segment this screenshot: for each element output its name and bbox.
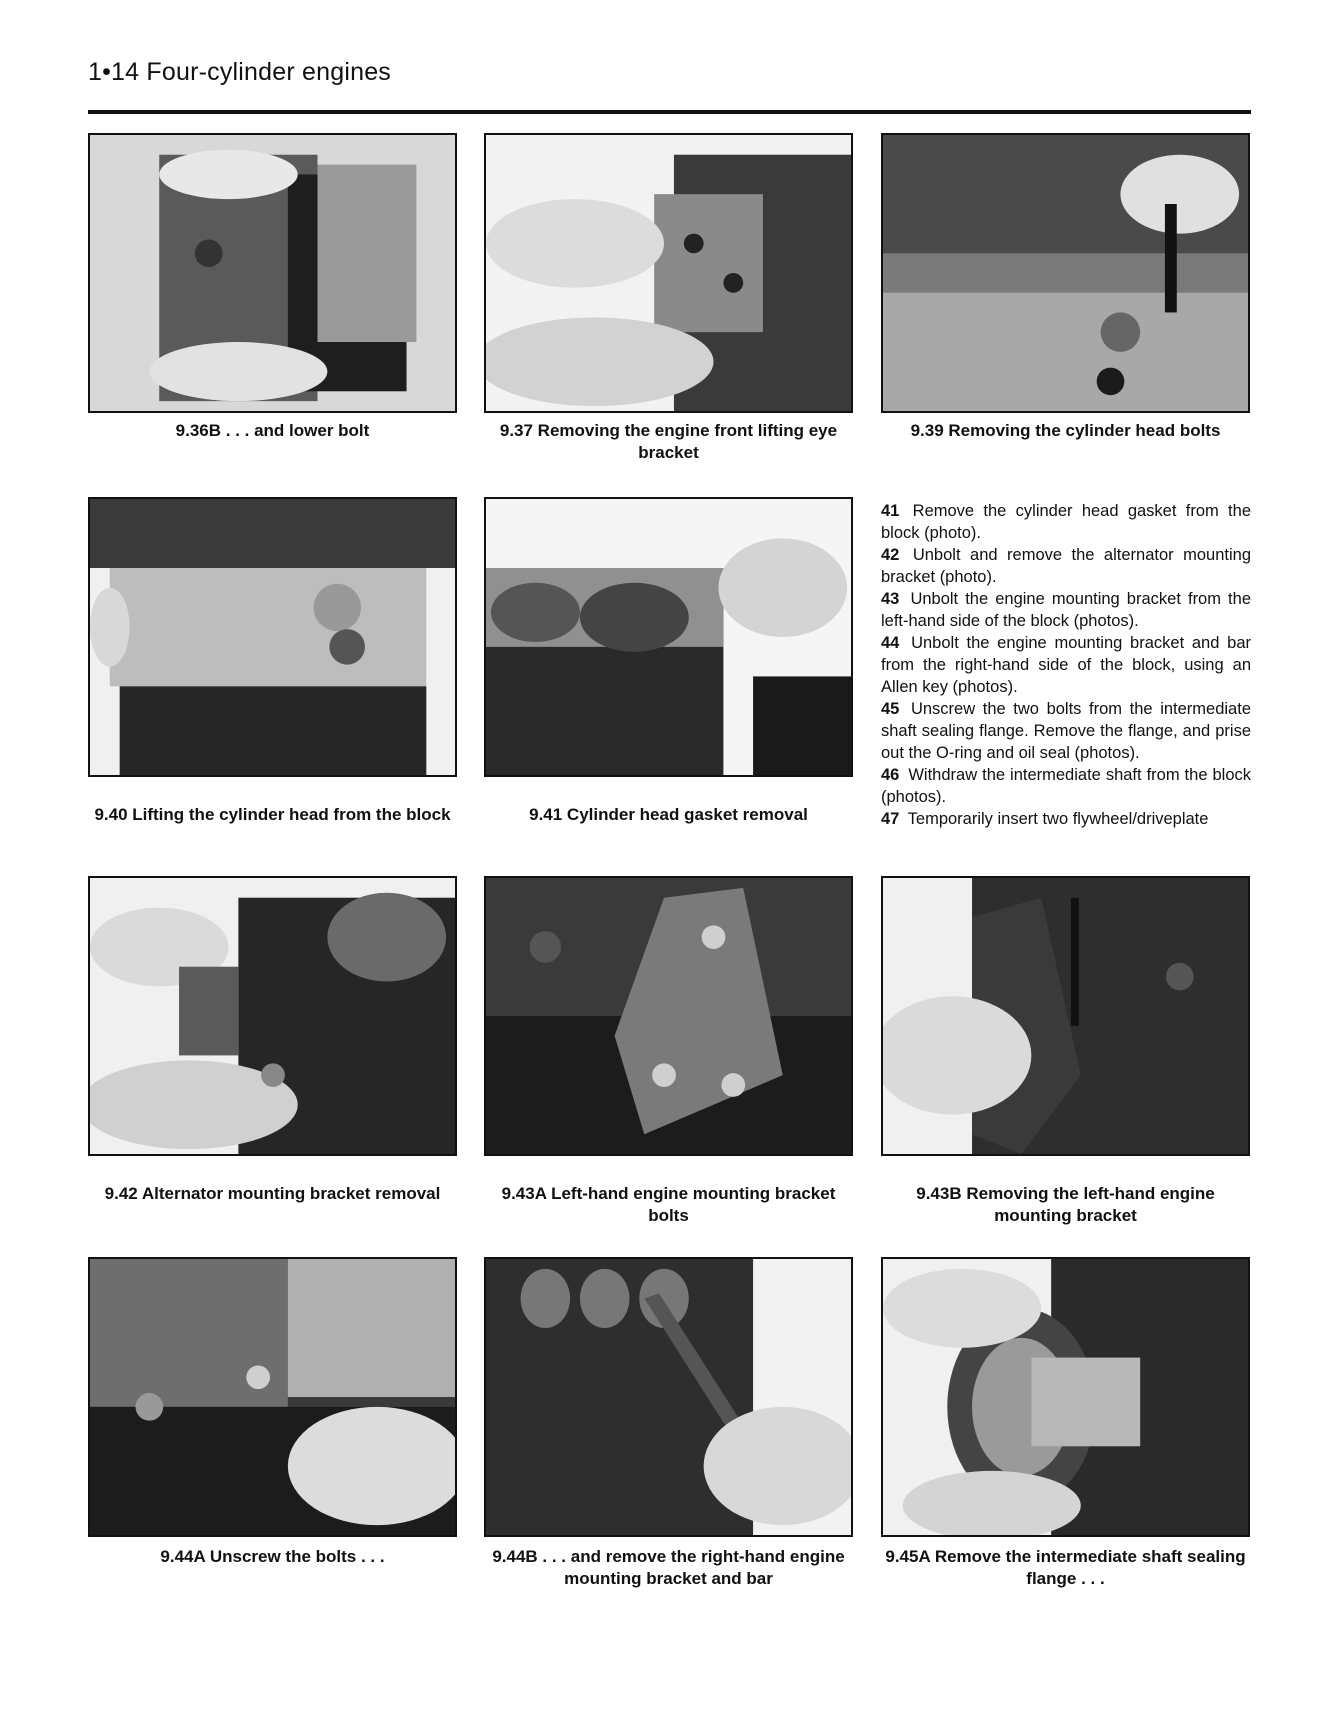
photo-9-41 (484, 497, 853, 777)
paragraph-44: 44 Unbolt the engine mounting bracket and bar from the right-hand side of the block, using an Allen key (photos). (881, 634, 1251, 696)
paragraph-41: 41 Remove the cylinder head gasket from the block (photo). (881, 502, 1251, 542)
photo-9-44a (88, 1257, 457, 1537)
photo-9-42 (88, 876, 457, 1156)
photo-9-39 (881, 133, 1250, 413)
header-rule (88, 110, 1251, 114)
photo-9-43a (484, 876, 853, 1156)
photo-9-43b (881, 876, 1250, 1156)
body-text (881, 500, 1251, 830)
photo-9-37 (484, 133, 853, 413)
paragraph-46: 46 Withdraw the intermediate shaft from the block (photos). (881, 766, 1252, 806)
photo-9-36b (88, 133, 457, 413)
caption-9-36b: 9.36B . . . and lower bolt (175, 421, 370, 440)
photo-9-40 (88, 497, 457, 777)
caption-9-43b: 9.43B Removing the left-hand engine mounting bracket (916, 1184, 1215, 1225)
page-header: 1•14 Four-cylinder engines (88, 58, 392, 86)
paragraph-47: 47 Temporarily insert two flywheel/driveplate (881, 810, 1209, 828)
caption-9-44a: 9.44A Unscrew the bolts . . . (160, 1547, 385, 1566)
caption-9-41: 9.41 Cylinder head gasket removal (529, 805, 808, 824)
paragraph-45: 45 Unscrew the two bolts from the intermediate shaft sealing flange. Remove the flange, and prise out the O-ring and oil seal (photos). (881, 700, 1251, 762)
caption-9-37: 9.37 Removing the engine front lifting eye bracket (499, 421, 838, 462)
paragraph-42: 42 Unbolt and remove the alternator mounting bracket (photo). (881, 546, 1251, 586)
paragraph-43: 43 Unbolt the engine mounting bracket from the left-hand side of the block (photos). (881, 590, 1251, 630)
caption-9-43a: 9.43A Left-hand engine mounting bracket bolts (501, 1184, 836, 1225)
photo-9-45a (881, 1257, 1250, 1537)
caption-9-40: 9.40 Lifting the cylinder head from the block (94, 805, 451, 824)
caption-9-42: 9.42 Alternator mounting bracket removal (104, 1184, 441, 1203)
caption-9-45a: 9.45A Remove the intermediate shaft sealing flange . . . (885, 1547, 1246, 1588)
caption-9-39: 9.39 Removing the cylinder head bolts (910, 421, 1221, 440)
photo-9-44b (484, 1257, 853, 1537)
caption-9-44b: 9.44B . . . and remove the right-hand engine mounting bracket and bar (492, 1547, 845, 1588)
